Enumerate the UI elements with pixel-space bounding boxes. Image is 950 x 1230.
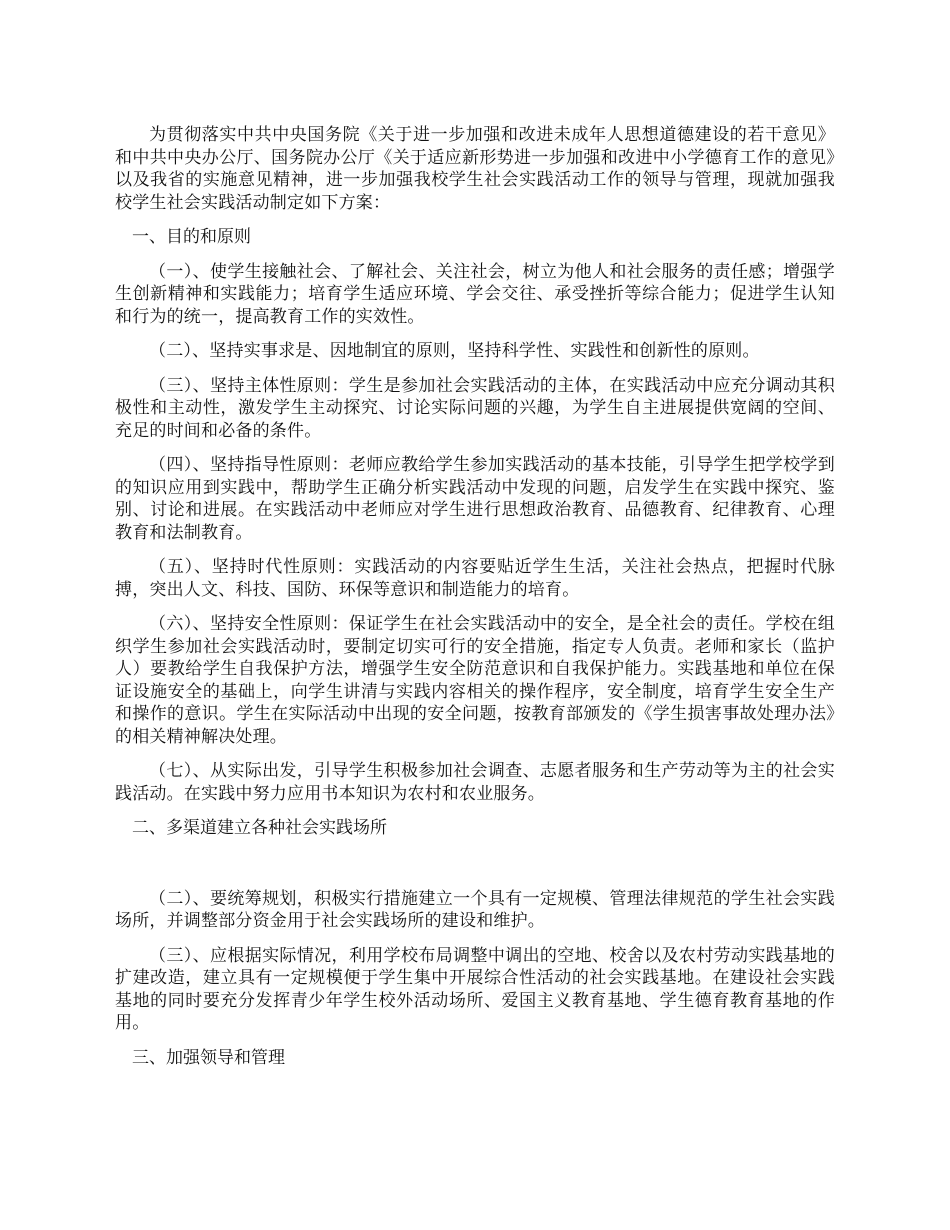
- principle-item-7: （七）、从实际出发，引导学生积极参加社会调查、志愿者服务和生产劳动等为主的社会实践活动。在实践中努力应用书本知识为农村和农业服务。: [115, 761, 835, 804]
- principle-item-1: （一）、使学生接触社会、了解社会、关注社会，树立为他人和社会服务的责任感；增强学生创新精神和实践能力；培育学生适应环境、学会交往、承受挫折等综合能力；促进学生认知和行为的统一，提高教育工作的实效性。: [115, 261, 835, 327]
- intro-paragraph: 为贯彻落实中共中央国务院《关于进一步加强和改进未成年人思想道德建设的若干意见》和中共中央办公厅、国务院办公厅《关于适应新形势进一步加强和改进中小学德育工作的意见》以及我省的实施意见精神，进一步加强我校学生社会实践活动工作的领导与管理，现就加强我校学生社会实践活动制定如下方案：: [115, 125, 835, 213]
- section-heading-practice-venues: 二、多渠道建立各种社会实践场所: [132, 818, 387, 838]
- document-page: [115, 124, 835, 1069]
- section-heading-leadership-management: 三、加强领导和管理: [132, 1047, 285, 1068]
- section-heading-purpose-principles: 一、目的和原则: [132, 227, 251, 247]
- principle-item-2: （二）、坚持实事求是、因地制宜的原则，坚持科学性、实践性和创新性的原则。: [149, 341, 760, 361]
- venue-item-3: （三）、应根据实际情况，利用学校布局调整中调出的空地、校舍以及农村劳动实践基地的扩建改造，建立具有一定规模便于学生集中开展综合性活动的社会实践基地。在建设社会实践基地的同时要充分发挥青少年学生校外活动场所、爱国主义教育基地、学生德育教育基地的作用。: [115, 945, 835, 1033]
- principle-item-6: （六）、坚持安全性原则：保证学生在社会实践活动中的安全，是全社会的责任。学校在组织学生参加社会实践活动时，要制定切实可行的安全措施，指定专人负责。老师和家长（监护人）要教给学生自我保护方法，增强学生安全防范意识和自我保护能力。实践基地和单位在保证设施安全的基础上，向学生讲清与实践内容相关的操作程序，安全制度，培育学生安全生产和操作的意识。学生在实际活动中出现的安全问题，按教育部颁发的《学生损害事故处理办法》的相关精神解决处理。: [115, 614, 835, 747]
- principle-item-4: （四）、坚持指导性原则：老师应教给学生参加实践活动的基本技能，引导学生把学校学到的知识应用到实践中，帮助学生正确分析实践活动中发现的问题，启发学生在实践中探究、鉴别、讨论和进展。在实践活动中老师应对学生进行思想政治教育、品德教育、纪律教育、心理教育和法制教育。: [115, 455, 835, 543]
- venue-item-2: （二）、要统筹规划，积极实行措施建立一个具有一定规模、管理法律规范的学生社会实践场所，并调整部分资金用于社会实践场所的建设和维护。: [115, 888, 835, 931]
- principle-item-5: （五）、坚持时代性原则：实践活动的内容要贴近学生生活，关注社会热点，把握时代脉搏，突出人文、科技、国防、环保等意识和制造能力的培育。: [115, 557, 835, 600]
- principle-item-3: （三）、坚持主体性原则：学生是参加社会实践活动的主体，在实践活动中应充分调动其积极性和主动性，激发学生主动探究、讨论实际问题的兴趣，为学生自主进展提供宽阔的空间、充足的时间和必备的条件。: [115, 375, 835, 441]
